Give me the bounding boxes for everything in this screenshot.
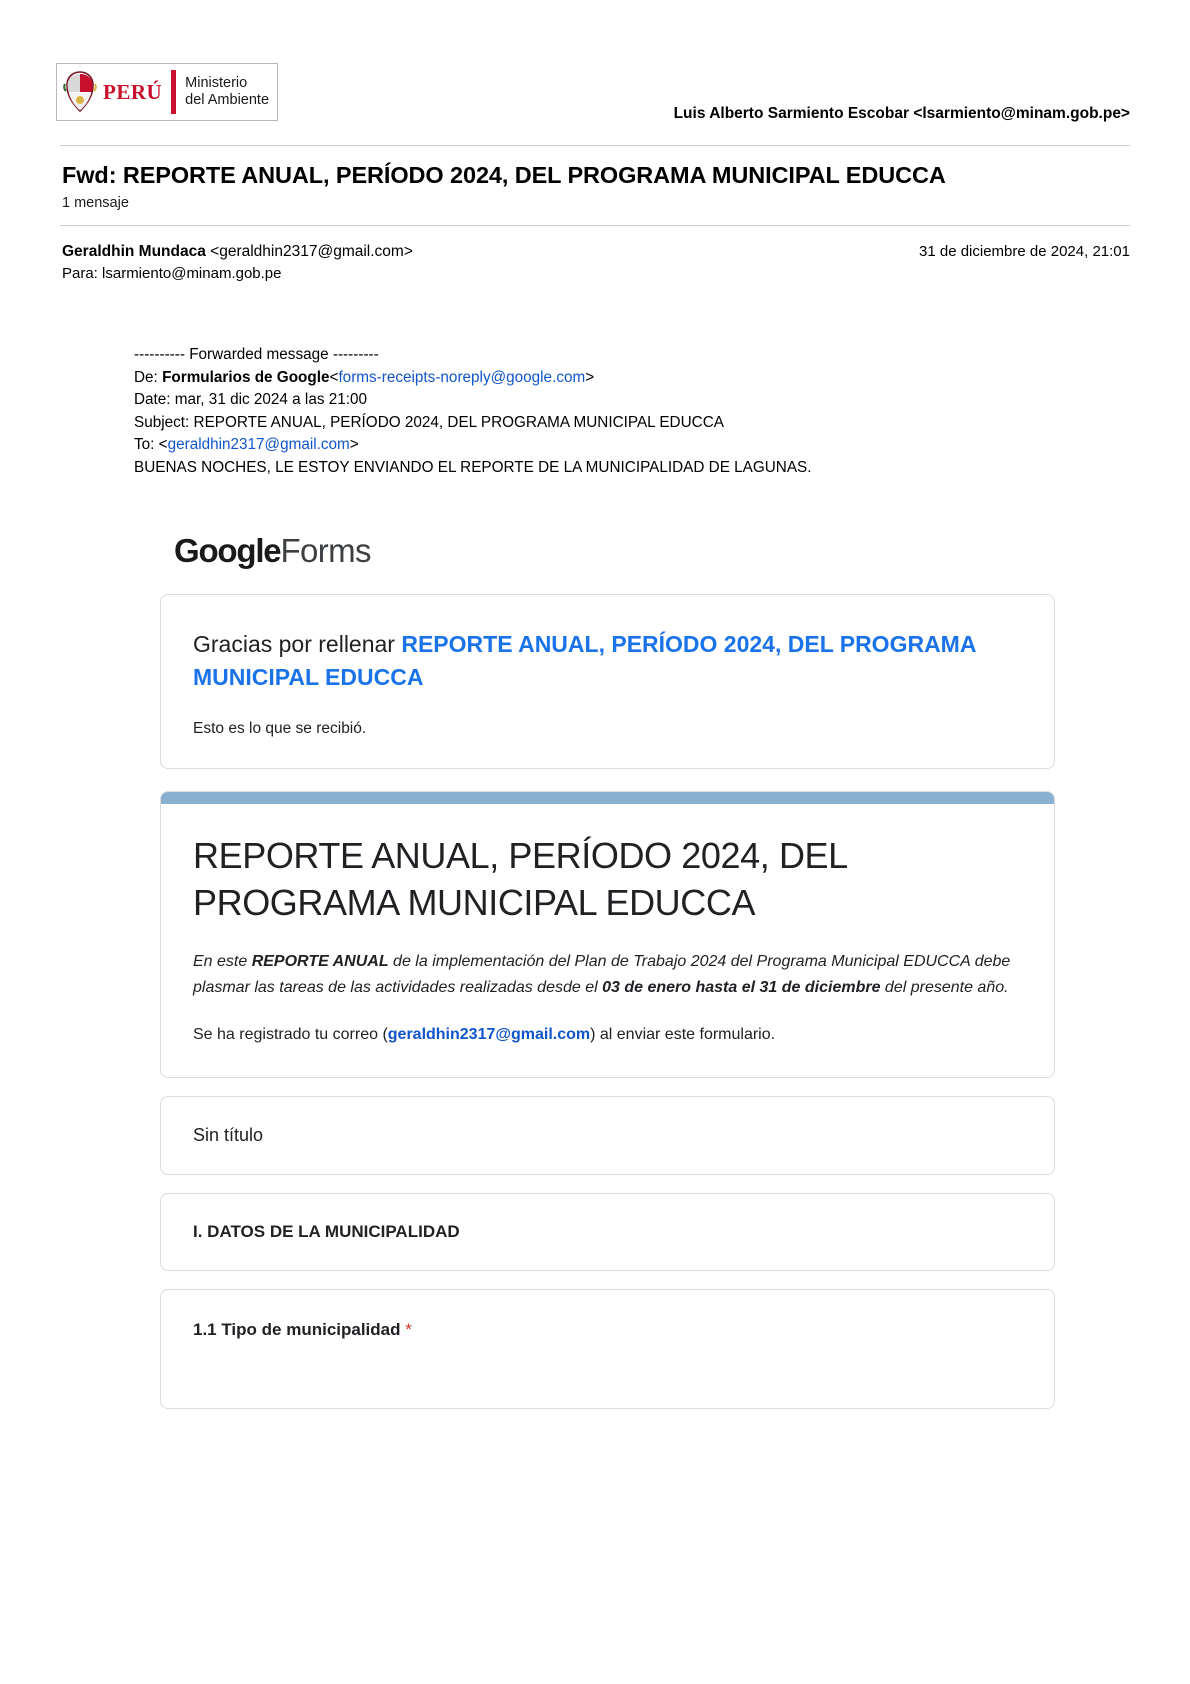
from-row [62, 243, 1130, 261]
forwarded-from-email-link[interactable]: forms-receipts-noreply@google.com [338, 368, 586, 386]
form-email-suffix: ) al enviar este formulario. [590, 1026, 776, 1043]
logo-divider [171, 70, 176, 114]
untitled-section-label: Sin título [193, 1125, 264, 1145]
form-body [161, 804, 1054, 1077]
required-asterisk: * [405, 1320, 412, 1339]
form-accent-bar [161, 792, 1054, 804]
sender-name: Geraldhin Mundaca [62, 243, 206, 260]
peru-coat-of-arms-icon [63, 70, 97, 114]
forwarded-subject: Subject: REPORTE ANUAL, PERÍODO 2024, DEL PROGRAMA MUNICIPAL EDUCCA [134, 413, 724, 431]
account-email: Luis Alberto Sarmiento Escobar <lsarmiento@minam.gob.pe> [673, 105, 1130, 122]
forwarded-block [134, 344, 1138, 479]
thanks-card [160, 594, 1055, 769]
thanks-prefix: Gracias por rellenar [193, 631, 402, 657]
forwarded-from-bracket-open: < [329, 368, 339, 386]
section-i-card [160, 1193, 1055, 1271]
forwarded-to [134, 434, 1138, 457]
section-i-label: I. DATOS DE LA MUNICIPALIDAD [193, 1222, 460, 1241]
thanks-subtitle: Esto es lo que se recibió. [193, 720, 367, 737]
form-desc-part2: de la implementación del Plan de Trabajo 2024 del Programa Municipal EDUCCA debe plasmar las tareas de las actividades realizadas desde el [193, 953, 1011, 996]
form-description [193, 949, 1022, 1001]
form-email-value: geraldhin2317@gmail.com [387, 1026, 591, 1043]
subject-divider [60, 225, 1130, 226]
forms-wordmark: Forms [280, 532, 371, 569]
sender-info [62, 243, 413, 261]
header-divider [60, 145, 1130, 146]
forwarded-from-bracket-close: > [585, 368, 595, 386]
forwarded-to-bracket-close: > [349, 436, 359, 453]
ministry-line-2: del Ambiente [185, 92, 270, 108]
forwarded-to-label: To: < [134, 436, 168, 453]
form-desc-part3: del presente año. [880, 979, 1009, 996]
ministry-line-1: Ministerio [185, 75, 248, 91]
form-registered-email [193, 1023, 1022, 1047]
forwarded-from-label: De: [134, 368, 158, 386]
form-desc-bold2: 03 de enero hasta el 31 de diciembre [602, 979, 881, 996]
forwarded-date: Date: mar, 31 dic 2024 a las 21:00 [134, 391, 368, 408]
form-title: REPORTE ANUAL, PERÍODO 2024, DEL PROGRAMA MUNICIPAL EDUCCA [193, 835, 847, 923]
question-1-1-card [160, 1289, 1055, 1409]
message-date: 31 de diciembre de 2024, 21:01 [919, 243, 1130, 260]
sender-email: <geraldhin2317@gmail.com> [210, 243, 413, 260]
forwarded-body-text: BUENAS NOCHES, LE ESTOY ENVIANDO EL REPORTE DE LA MUNICIPALIDAD DE LAGUNAS. [134, 458, 812, 476]
google-forms-logo [174, 532, 1138, 570]
form-desc-part1: En este [193, 953, 252, 970]
message-count: 1 mensaje [62, 195, 129, 211]
form-response-card [160, 791, 1055, 1078]
forwarded-to-email-link[interactable]: geraldhin2317@gmail.com [167, 436, 350, 453]
mail-header [52, 55, 1138, 123]
ministry-label [185, 75, 269, 109]
forwarded-from [134, 367, 1138, 390]
minam-logo [56, 63, 278, 121]
peru-label: PERÚ [103, 79, 163, 104]
email-subject: Fwd: REPORTE ANUAL, PERÍODO 2024, DEL PROGRAMA MUNICIPAL EDUCCA [62, 162, 946, 188]
recipient-line: Para: lsarmiento@minam.gob.pe [62, 265, 282, 282]
form-email-prefix: Se ha registrado tu correo ( [193, 1026, 388, 1043]
forwarded-divider: ---------- Forwarded message --------- [134, 346, 379, 363]
google-wordmark: Google [174, 532, 281, 569]
untitled-section-card [160, 1096, 1055, 1175]
question-1-1-label: 1.1 Tipo de municipalidad [193, 1320, 406, 1339]
thanks-form-name: REPORTE ANUAL, PERÍODO 2024, DEL PROGRAMA MUNICIPAL EDUCCA [193, 631, 976, 690]
forwarded-from-name: Formularios de Google [162, 368, 330, 386]
thanks-title [193, 628, 1022, 694]
form-desc-bold1: REPORTE ANUAL [251, 953, 389, 970]
